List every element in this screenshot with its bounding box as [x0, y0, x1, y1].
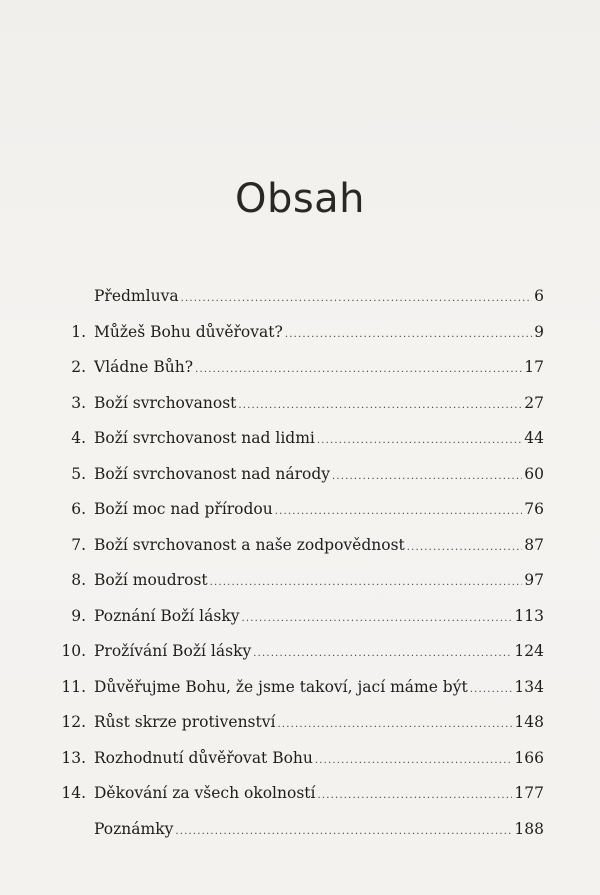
- toc-entry-title: Předmluva: [94, 287, 179, 305]
- toc-dot-leader: [181, 281, 533, 317]
- toc-entry-title: Rozhodnutí důvěřovat Bohu: [94, 748, 313, 767]
- toc-dot-leader: [470, 672, 513, 708]
- toc-dot-leader: [275, 494, 523, 530]
- toc-entry-title: Boží svrchovanost nad národy: [94, 464, 331, 483]
- toc-entry: [56, 776, 544, 812]
- toc-entry-title: Děkování za všech okolností: [94, 784, 316, 802]
- toc-dot-leader: [241, 601, 512, 637]
- toc-entry: [56, 386, 544, 422]
- toc-dot-leader: [253, 636, 512, 672]
- toc-entry: [56, 350, 544, 386]
- toc-entry-title: Prožívání Boží lásky: [94, 642, 252, 660]
- toc-entry-number: 7.: [71, 535, 86, 554]
- toc-entry: [56, 705, 544, 741]
- toc-entry: [56, 315, 544, 351]
- toc-entry-number: 12.: [61, 713, 86, 731]
- toc-entry-title: Boží svrchovanost: [94, 393, 237, 412]
- toc-entry: [56, 528, 544, 564]
- table-of-contents: [56, 279, 544, 847]
- toc-entry-page: 87: [524, 535, 544, 554]
- toc-entry-number: 8.: [71, 571, 86, 589]
- toc-entry-page: 60: [524, 464, 544, 483]
- toc-entry-page: 44: [524, 429, 544, 447]
- toc-entry-number: 9.: [71, 606, 86, 625]
- toc-entry-title: Důvěřujme Bohu, že jsme takoví, jací máme být: [94, 677, 468, 696]
- toc-entry: [56, 670, 544, 706]
- toc-dot-leader: [277, 707, 512, 743]
- toc-entry-page: 124: [514, 642, 544, 660]
- toc-entry: [56, 492, 544, 528]
- toc-entry: [56, 421, 544, 457]
- toc-entry-page: 97: [524, 571, 544, 589]
- toc-entry-page: 6: [534, 287, 544, 305]
- toc-entry-title: Můžeš Bohu důvěřovat?: [94, 322, 283, 341]
- toc-entry-title: Růst skrze protivenství: [94, 713, 276, 731]
- toc-entry-number: 5.: [71, 464, 86, 483]
- toc-dot-leader: [315, 743, 513, 779]
- toc-entry: [56, 457, 544, 493]
- toc-entry: [56, 634, 544, 670]
- toc-entry-title: Poznání Boží lásky: [94, 606, 240, 625]
- toc-entry-number: 14.: [61, 784, 86, 802]
- toc-entry: [56, 812, 544, 848]
- toc-dot-leader: [238, 388, 522, 424]
- contents-heading: Obsah: [234, 176, 366, 222]
- toc-entry-page: 17: [524, 358, 544, 376]
- toc-entry-title: Boží moc nad přírodou: [94, 500, 273, 518]
- toc-entry-page: 76: [524, 500, 544, 518]
- toc-entry: [56, 279, 544, 315]
- toc-entry-title: Poznámky: [94, 819, 174, 838]
- toc-entry-title: Boží svrchovanost nad lidmi: [94, 429, 315, 447]
- toc-entry-number: 2.: [71, 358, 86, 376]
- toc-entry-number: 1.: [71, 322, 86, 341]
- toc-entry: [56, 599, 544, 635]
- toc-dot-leader: [332, 459, 522, 495]
- toc-entry-page: 188: [514, 819, 544, 838]
- toc-dot-leader: [407, 530, 522, 566]
- toc-entry-page: 113: [514, 606, 544, 625]
- toc-entry-page: 177: [514, 784, 544, 802]
- toc-entry-page: 148: [514, 713, 544, 731]
- toc-entry-page: 27: [524, 393, 544, 412]
- toc-dot-leader: [195, 352, 522, 388]
- toc-entry: [56, 741, 544, 777]
- toc-entry-number: 6.: [71, 500, 86, 518]
- toc-entry-page: 166: [514, 748, 544, 767]
- toc-entry-title: Boží svrchovanost a naše zodpovědnost: [94, 535, 405, 554]
- toc-dot-leader: [210, 565, 523, 601]
- toc-entry-number: 3.: [71, 393, 86, 412]
- toc-entry: [56, 563, 544, 599]
- toc-entry-number: 4.: [71, 429, 86, 447]
- toc-dot-leader: [317, 423, 522, 459]
- toc-dot-leader: [317, 778, 512, 814]
- toc-entry-number: 11.: [61, 677, 86, 696]
- toc-entry-page: 134: [514, 677, 544, 696]
- toc-entry-title: Vládne Bůh?: [94, 358, 194, 376]
- toc-entry-number: 10.: [61, 642, 86, 660]
- toc-dot-leader: [285, 317, 532, 353]
- toc-entry-title: Boží moudrost: [94, 571, 208, 589]
- toc-entry-page: 9: [534, 322, 544, 341]
- toc-dot-leader: [175, 814, 512, 850]
- toc-entry-number: 13.: [61, 748, 86, 767]
